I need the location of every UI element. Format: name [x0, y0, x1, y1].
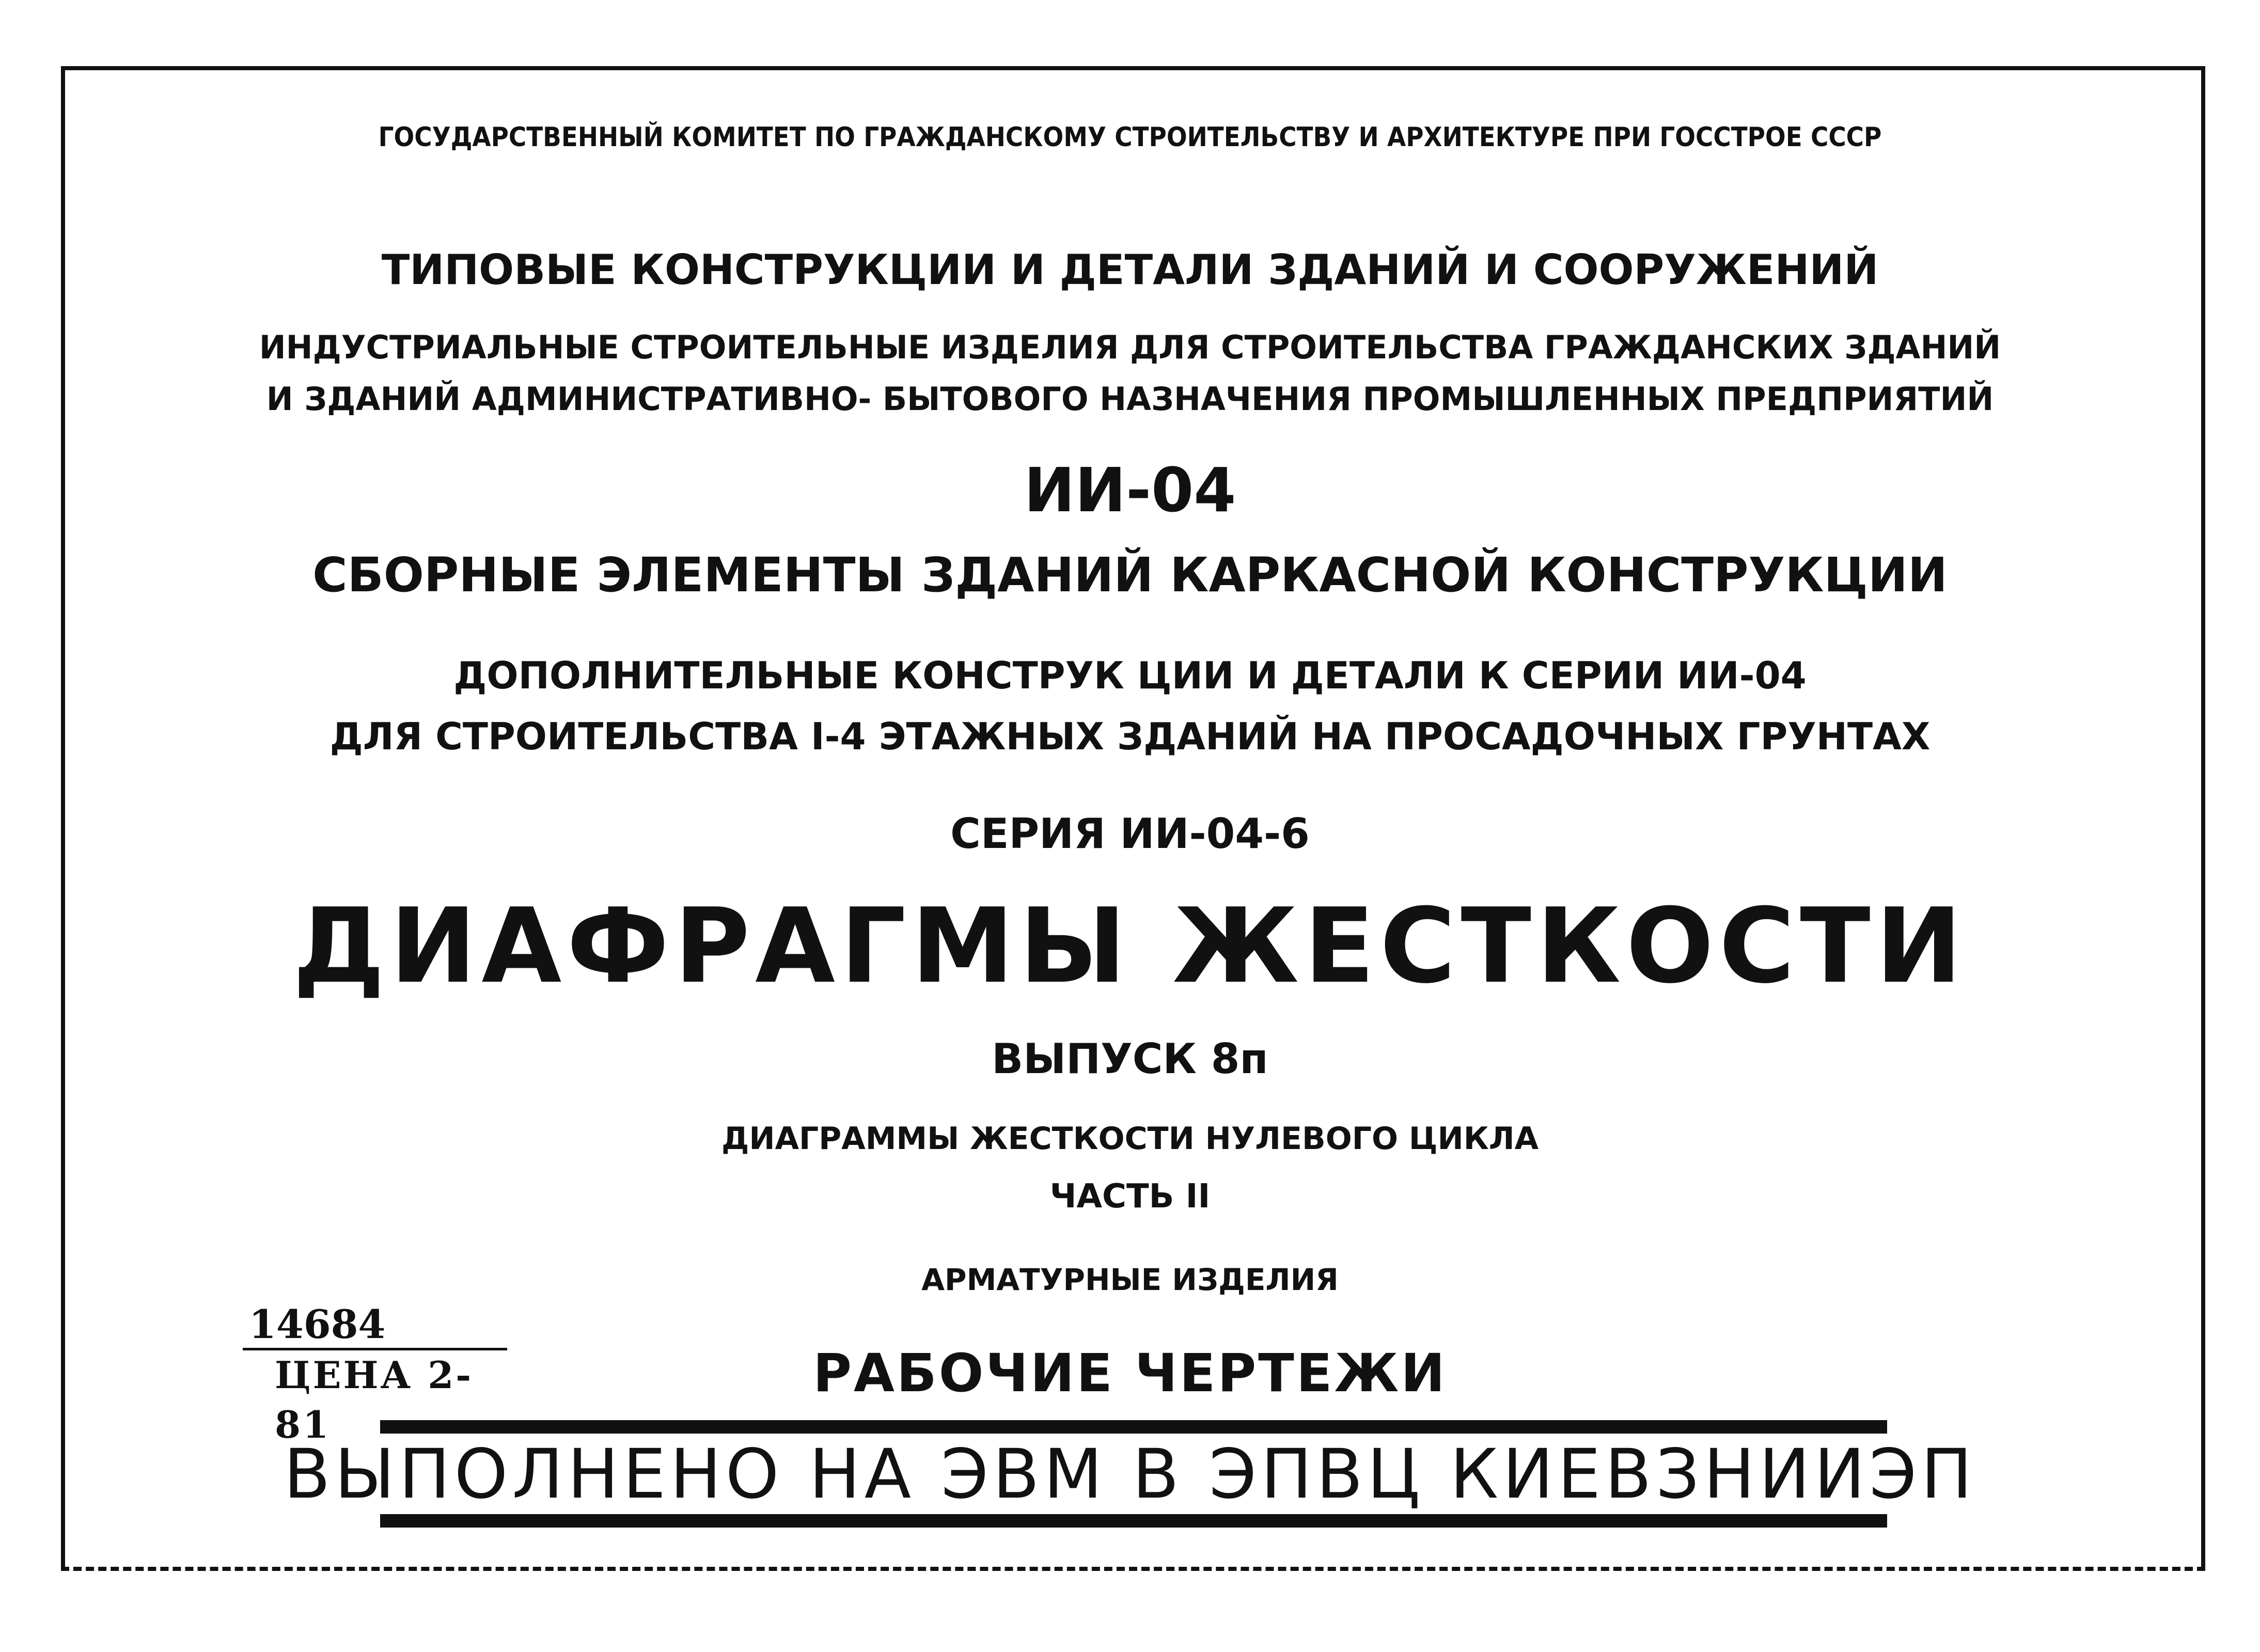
price-label: ЦЕНА 2-81 [275, 1353, 474, 1446]
frame-construction-title: СБОРНЫЕ ЭЛЕМЕНТЫ ЗДАНИЙ КАРКАСНОЙ КОНСТРУКЦИИ [312, 547, 1948, 603]
issue-number: ВЫПУСК 8п [992, 1035, 1268, 1083]
additional-constructions-line-2: ДЛЯ СТРОИТЕЛЬСТВА I-4 ЭТАЖНЫХ ЗДАНИЙ НА ПРОСАДОЧНЫХ ГРУНТАХ [329, 715, 1931, 758]
main-title: ДИАФРАГМЫ ЖЕСТКОСТИ [292, 886, 1968, 1006]
additional-constructions-line-1: ДОПОЛНИТЕЛЬНЫЕ КОНСТРУК ЦИИ И ДЕТАЛИ К СЕРИИ ИИ-04 [453, 654, 1807, 697]
series-code: ИИ-04 [1024, 454, 1236, 526]
footer-top-rule [380, 1420, 1887, 1434]
part-number: ЧАСТЬ II [1049, 1177, 1211, 1216]
articles-label: АРМАТУРНЫЕ ИЗДЕЛИЯ [921, 1262, 1339, 1297]
series-number: СЕРИЯ ИИ-04-6 [950, 810, 1310, 858]
committee-heading: ГОСУДАРСТВЕННЫЙ КОМИТЕТ ПО ГРАЖДАНСКОМУ СТРОИТЕЛЬСТВУ И АРХИТЕКТУРЕ ПРИ ГОССТРОЕ СССР [378, 122, 1882, 153]
series-title: ТИПОВЫЕ КОНСТРУКЦИИ И ДЕТАЛИ ЗДАНИЙ И СООРУЖЕНИЙ [381, 246, 1879, 294]
issue-subtitle: ДИАГРАММЫ ЖЕСТКОСТИ НУЛЕВОГО ЦИКЛА [721, 1121, 1539, 1157]
inventory-number: 14684 [243, 1301, 507, 1350]
working-drawings-label: РАБОЧИЕ ЧЕРТЕЖИ [813, 1343, 1447, 1404]
industrial-line-2: И ЗДАНИЙ АДМИНИСТРАТИВНО- БЫТОВОГО НАЗНАЧЕНИЯ ПРОМЫШЛЕННЫХ ПРЕДПРИЯТИЙ [266, 380, 1994, 418]
footer-credit: ВЫПОЛНЕНО НА ЭВМ В ЭПВЦ КИЕВЗНИИЭП [284, 1435, 1976, 1514]
industrial-line-1: ИНДУСТРИАЛЬНЫЕ СТРОИТЕЛЬНЫЕ ИЗДЕЛИЯ ДЛЯ СТРОИТЕЛЬСТВА ГРАЖДАНСКИХ ЗДАНИЙ [259, 328, 2001, 366]
footer-bottom-rule [380, 1514, 1887, 1528]
